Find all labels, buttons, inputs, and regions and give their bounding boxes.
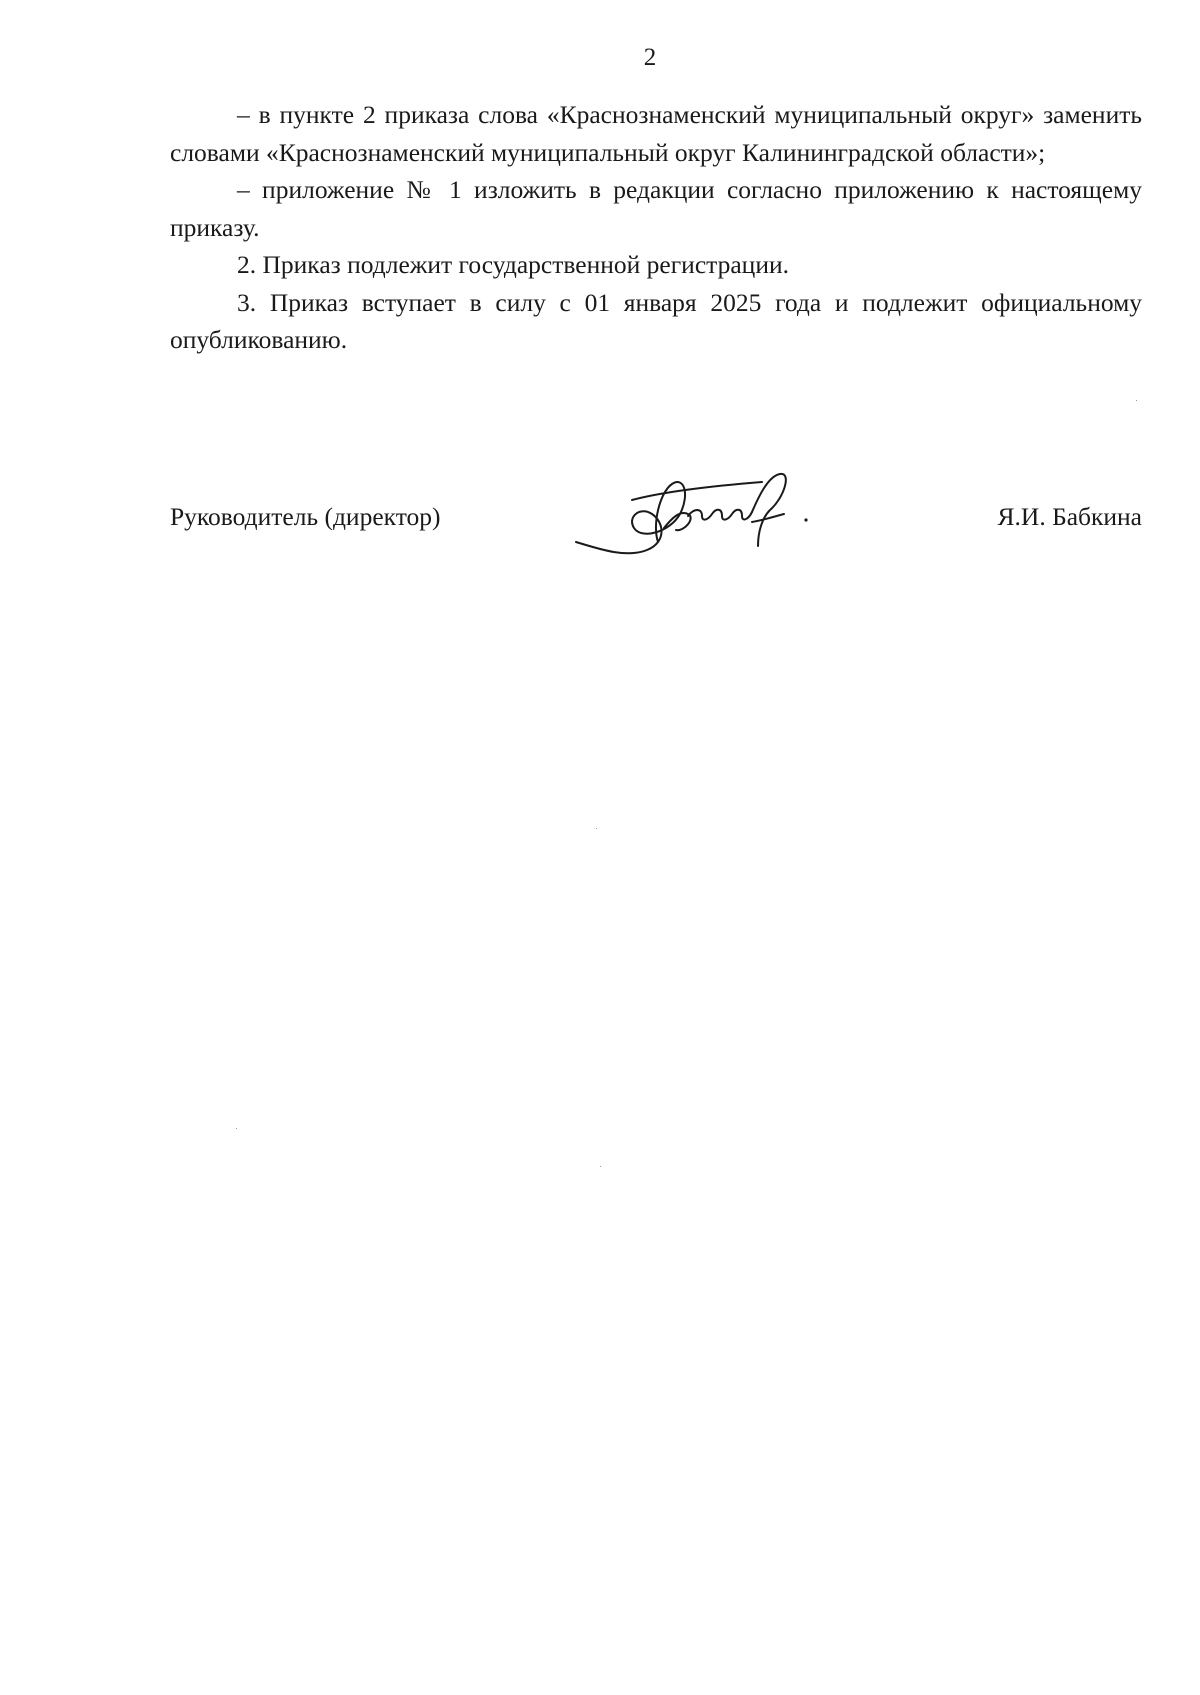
signatory-name: Я.И. Бабкина (997, 502, 1142, 531)
signatory-position: Руководитель (директор) (170, 502, 441, 531)
paragraph-amendment-appendix: – приложение № 1 изложить в редакции согласно приложению к настоящему приказу. (170, 175, 1142, 242)
document-body (170, 96, 1142, 359)
handwritten-signature (572, 462, 822, 562)
scan-speck (600, 1166, 601, 1167)
paragraph-effective-date: 3. Приказ вступает в силу с 01 января 2025 года и подлежит официальному опубликованию. (170, 287, 1142, 354)
paragraph-state-registration: 2. Приказ подлежит государственной регистрации. (237, 250, 789, 279)
paragraph-amendment-item-2: – в пункте 2 приказа слова «Краснознаменский муниципальный округ» заменить словами «Краснознаменский муниципальный округ Калининградской области»; (170, 100, 1142, 167)
scan-speck (1136, 400, 1137, 401)
scan-speck (236, 1128, 237, 1129)
scan-speck (596, 828, 597, 829)
page-number: 2 (643, 44, 657, 71)
